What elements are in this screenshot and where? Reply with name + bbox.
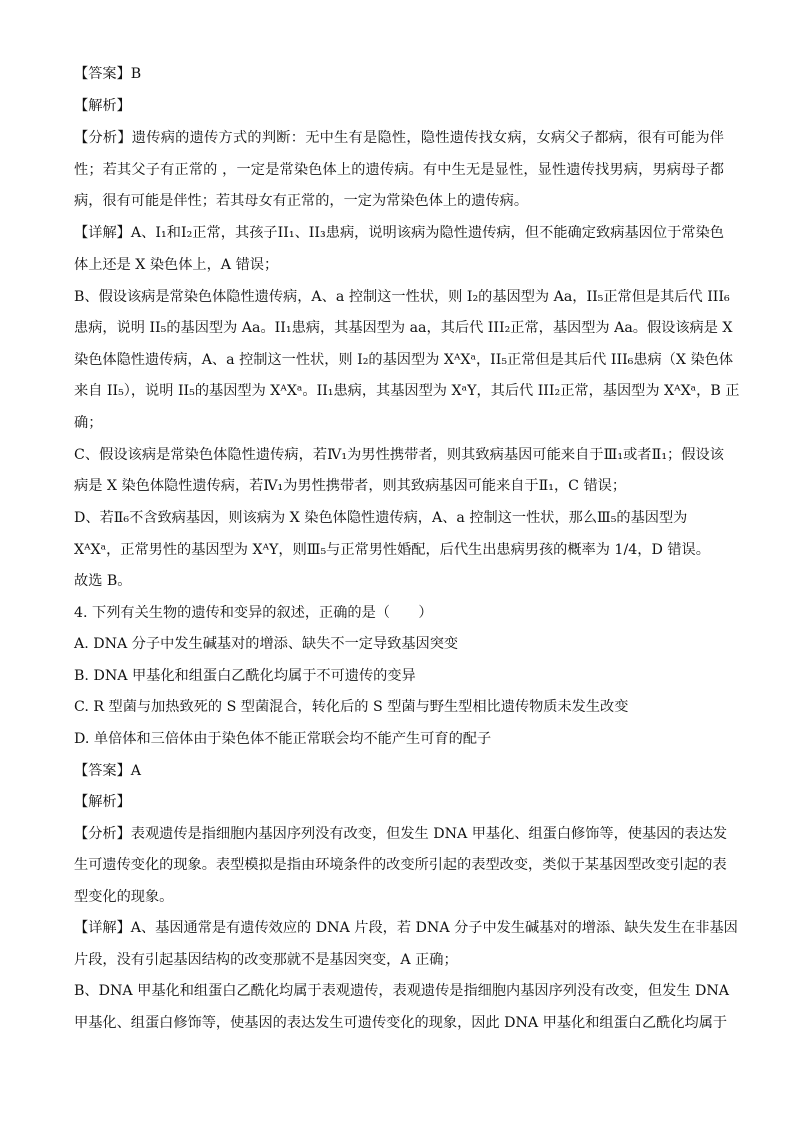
text-line: 【详解】A、基因通常是有遗传效应的 DNA 片段，若 DNA 分子中发生碱基对的增添、缺失发生在非基因 xyxy=(74,920,738,936)
text-line: 确； xyxy=(74,415,103,431)
option-d: D. 单倍体和三倍体由于染色体不能正常联会均不能产生可育的配子 xyxy=(74,731,492,747)
text-line: 病是 X 染色体隐性遗传病，若Ⅳ₁为男性携带者，则其致病基因可能来自于Ⅱ₁，C 错误； xyxy=(74,478,627,494)
answer-line: 【答案】A xyxy=(74,763,141,779)
text-line: B、假设该病是常染色体隐性遗传病，A、a 控制这一性状，则 I₂的基因型为 Aa，II₅正常但是其后代 III₆ xyxy=(74,289,730,305)
answer-line: 【答案】B xyxy=(74,66,142,82)
text-line: 甲基化、组蛋白修饰等，使基因的表达发生可遗传变化的现象，因此 DNA 甲基化和组蛋白乙酰化均属于 xyxy=(74,1015,728,1031)
text-line: 患病，说明 II₅的基因型为 Aa。II₁患病，其基因型为 aa，其后代 III₂正常，基因型为 Aa。假设该病是 X xyxy=(74,320,733,336)
text-line: 染色体隐性遗传病，A、a 控制这一性状，则 I₂的基因型为 XᴬXᵃ，II₅正常但是其后代 III₆患病（X 染色体 xyxy=(74,352,734,368)
text-line: C、假设该病是常染色体隐性遗传病，若Ⅳ₁为男性携带者，则其致病基因可能来自于Ⅲ₁或者Ⅱ₁；假设该 xyxy=(74,447,724,463)
text-line: 【详解】A、I₁和I₂正常，其孩子II₁、II₃患病，说明该病为隐性遗传病，但不能确定致病基因位于常染色 xyxy=(74,225,724,241)
text-line: B、DNA 甲基化和组蛋白乙酰化均属于表观遗传，表观遗传是指细胞内基因序列没有改变，但发生 DNA xyxy=(74,983,730,999)
option-a: A. DNA 分子中发生碱基对的增添、缺失不一定导致基因突变 xyxy=(74,636,459,652)
text-line: 生可遗传变化的现象。表型模拟是指由环境条件的改变所引起的表型改变，类似于某基因型改变引起的表 xyxy=(74,857,727,873)
text-line: 性；若其父子有正常的 ，一定是常染色体上的遗传病。有中生无是显性，显性遗传找男病，男病母子都 xyxy=(74,162,724,178)
question-stem: 4. 下列有关生物的遗传和变异的叙述，正确的是（ ） xyxy=(74,605,433,621)
text-line: 【分析】遗传病的遗传方式的判断：无中生有是隐性，隐性遗传找女病，女病父子都病，很有可能为伴 xyxy=(74,130,724,146)
text-line: 体上还是 X 染色体上，A 错误； xyxy=(74,257,279,273)
option-b: B. DNA 甲基化和组蛋白乙酰化均属于不可遗传的变异 xyxy=(74,668,416,684)
text-line: 【分析】表观遗传是指细胞内基因序列没有改变，但发生 DNA 甲基化、组蛋白修饰等，使基因的表达发 xyxy=(74,826,728,842)
text-line: 片段，没有引起基因结构的改变那就不是基因突变，A 正确； xyxy=(74,952,458,968)
text-line: D、若Ⅱ₆不含致病基因，则该病为 X 染色体隐性遗传病，A、a 控制这一性状，那么Ⅲ₅的基因型为 xyxy=(74,510,688,526)
text-line: 来自 II₅），说明 II₅的基因型为 XᴬXᵃ。II₁患病，其基因型为 XᵃY，其后代 III₂正常，基因型为 XᴬXᵃ，B 正 xyxy=(74,383,740,399)
text-line: 病，很有可能是伴性；若其母女有正常的，一定为常染色体上的遗传病。 xyxy=(74,193,529,209)
option-c: C. R 型菌与加热致死的 S 型菌混合，转化后的 S 型菌与野生型相比遗传物质未发生改变 xyxy=(74,699,629,715)
analysis-heading: 【解析】 xyxy=(74,98,131,114)
analysis-heading: 【解析】 xyxy=(74,794,131,810)
text-line: 故选 B。 xyxy=(74,573,132,589)
text-line: XᴬXᵃ，正常男性的基因型为 XᴬY，则Ⅲ₅与正常男性婚配，后代生出患病男孩的概率为 1/4，D 错误。 xyxy=(74,542,710,558)
text-line: 型变化的现象。 xyxy=(74,889,174,905)
